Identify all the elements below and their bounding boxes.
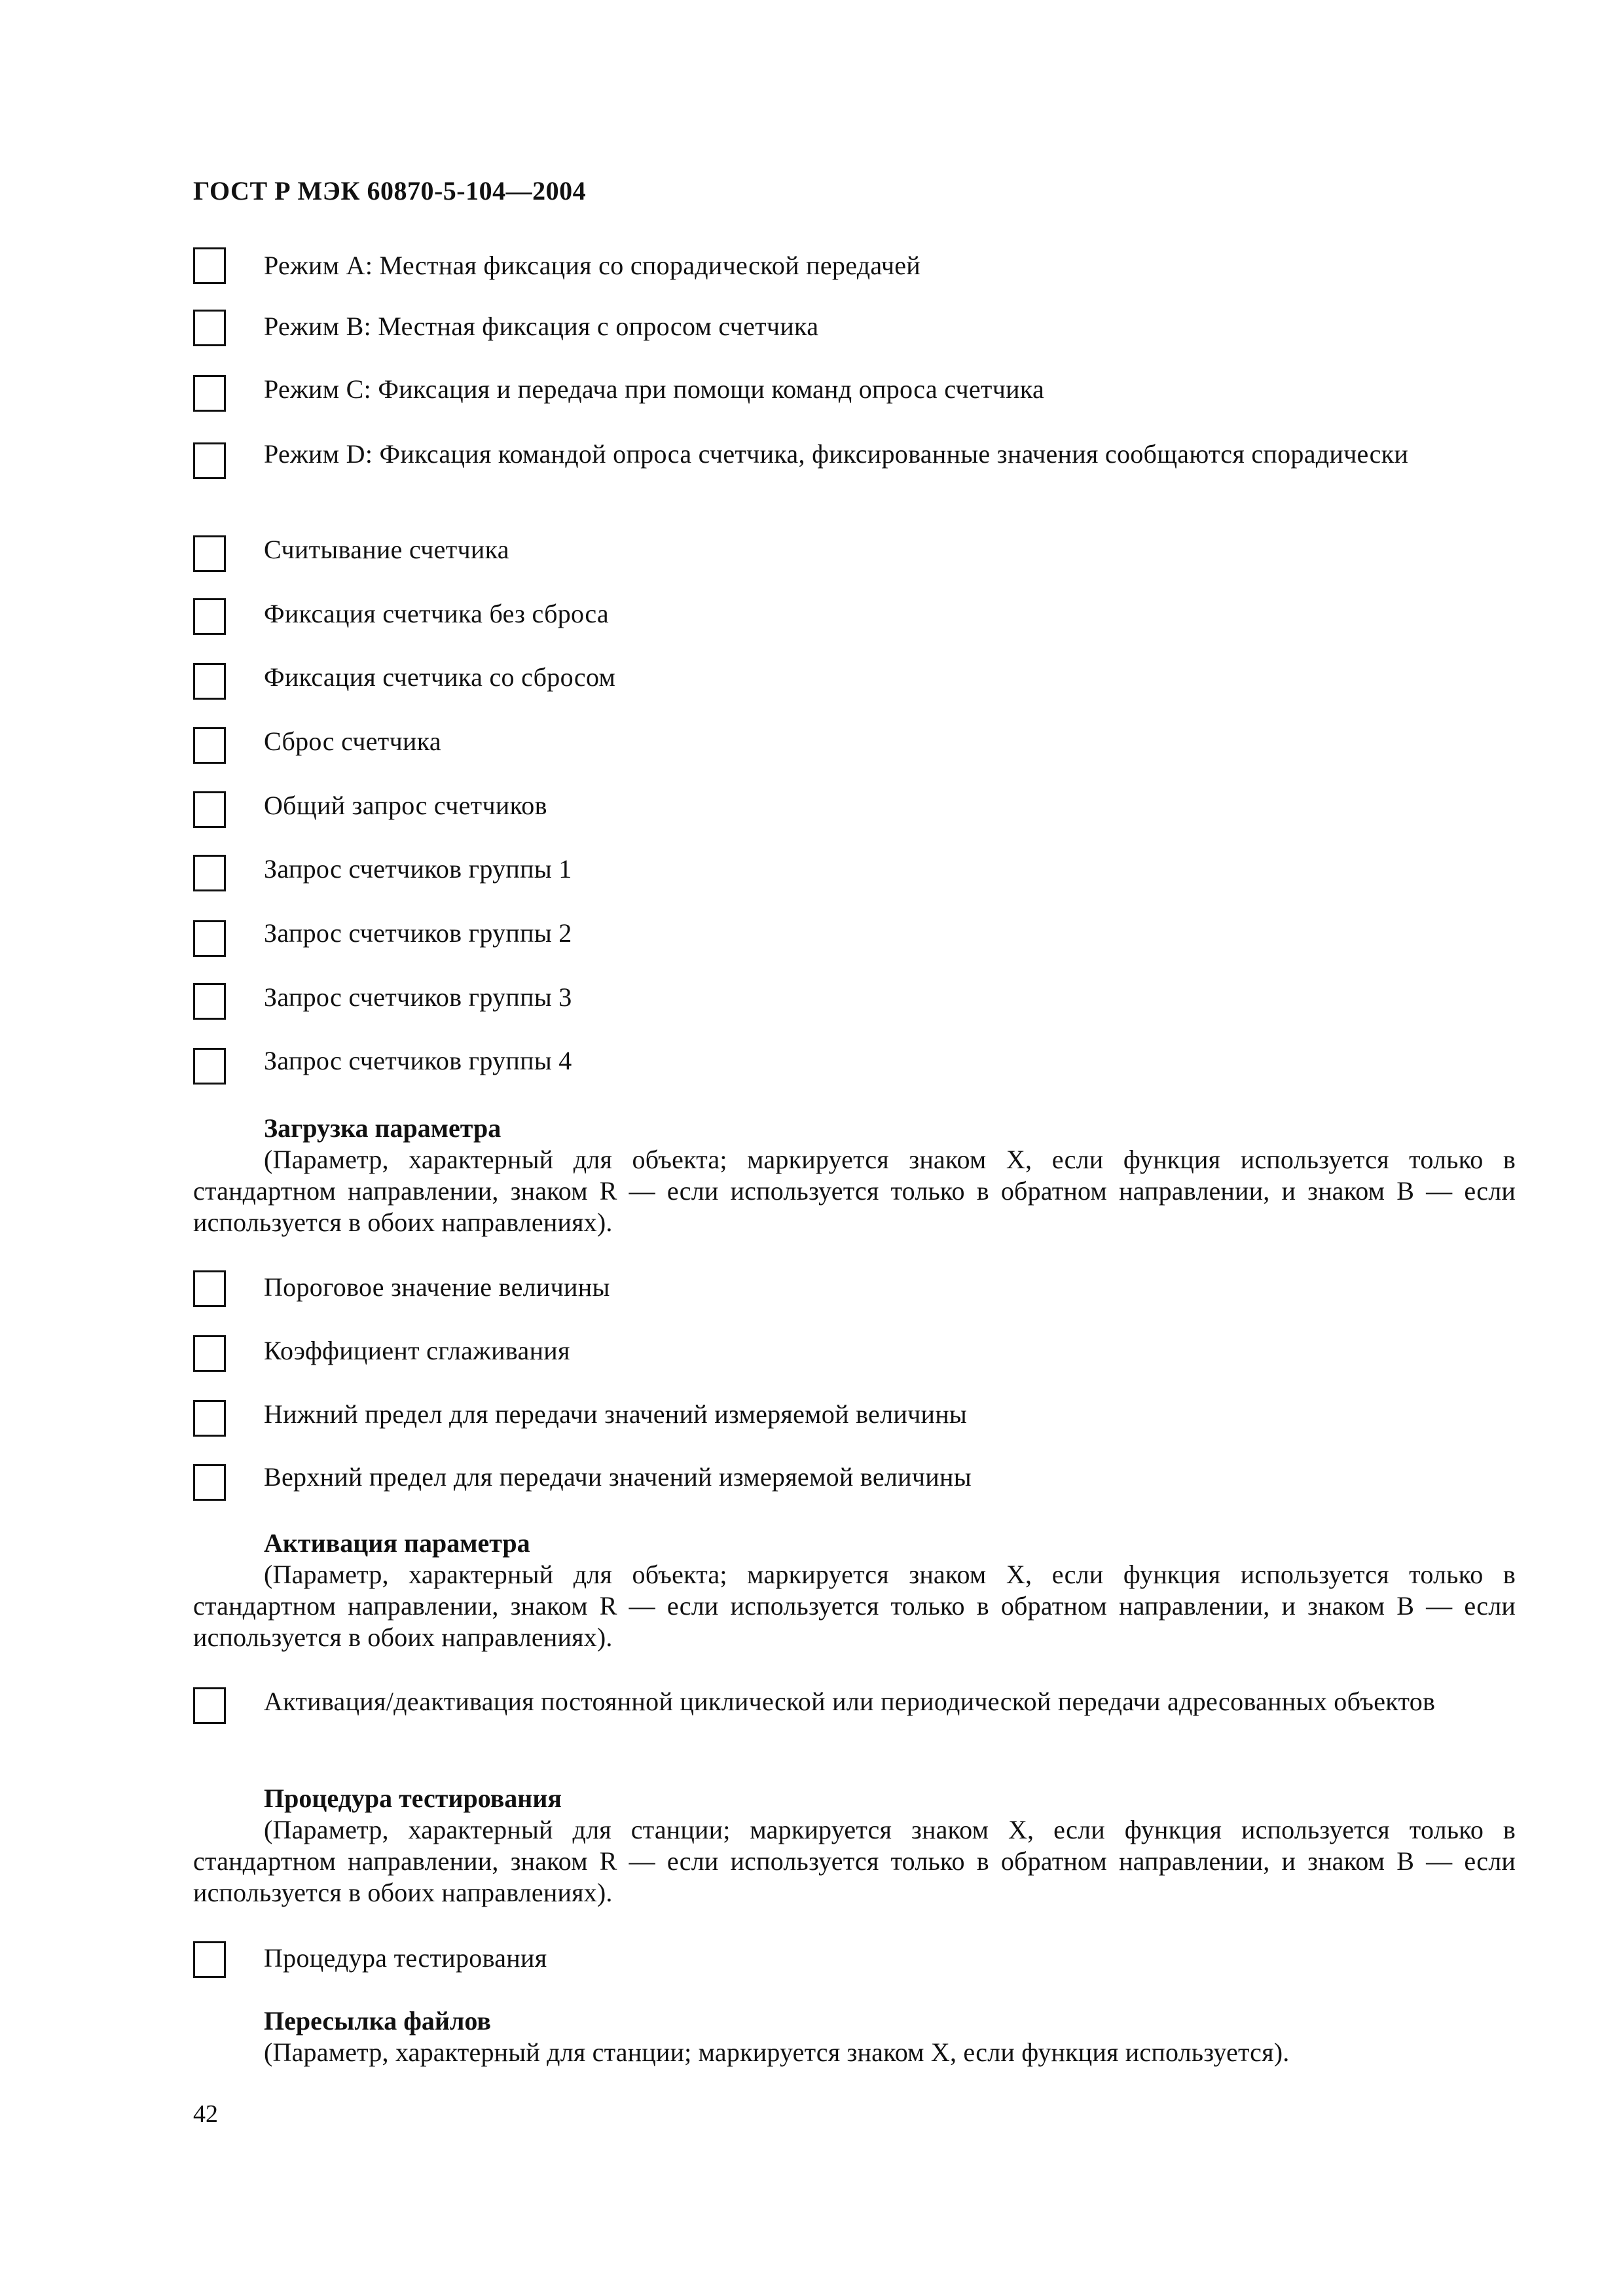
checkbox-label: Нижний предел для передачи значений измеряемой величины xyxy=(264,1399,968,1429)
checkbox[interactable] xyxy=(193,663,226,700)
section-test-procedure xyxy=(193,1783,1516,1909)
checkbox[interactable] xyxy=(193,310,226,346)
section-parameter-activation xyxy=(193,1528,1516,1653)
checkbox[interactable] xyxy=(193,598,226,635)
checkbox-label: Коэффициент сглаживания xyxy=(264,1336,570,1365)
checkbox[interactable] xyxy=(193,1048,226,1085)
section-text: (Параметр, характерный для объекта; маркируется знаком X, если функция используется только в стандартном направлении, знаком R — если используется только в обратном направлении, и знаком B — если используется в обоих направлениях). xyxy=(193,1560,1516,1652)
checkbox[interactable] xyxy=(193,855,226,891)
checkbox-label: Режим С: Фиксация и передача при помощи команд опроса счетчика xyxy=(264,374,1045,404)
checkbox-label: Запрос счетчиков группы 2 xyxy=(264,918,572,948)
section-title: Загрузка параметра xyxy=(264,1113,501,1143)
checkbox-label: Верхний предел для передачи значений измеряемой величины xyxy=(264,1462,972,1492)
checkbox-label: Считывание счетчика xyxy=(264,535,509,564)
section-text: (Параметр, характерный для станции; маркируется знаком X, если функция используется). xyxy=(264,2037,1290,2067)
checkbox[interactable] xyxy=(193,1335,226,1372)
section-parameter-load xyxy=(193,1113,1516,1238)
checkbox[interactable] xyxy=(193,920,226,957)
section-text: (Параметр, характерный для объекта; маркируется знаком X, если функция используется только в стандартном направлении, знаком R — если используется только в обратном направлении, и знаком B — если используется в обоих направлениях). xyxy=(193,1145,1516,1237)
checkbox[interactable] xyxy=(193,375,226,412)
checkbox[interactable] xyxy=(193,791,226,828)
checkbox-label: Запрос счетчиков группы 1 xyxy=(264,854,572,884)
checkbox-label: Общий запрос счетчиков xyxy=(264,791,547,820)
checkbox-label: Режим А: Местная фиксация со спорадической передачей xyxy=(264,251,921,280)
section-title: Активация параметра xyxy=(264,1528,530,1558)
checkbox[interactable] xyxy=(193,1687,226,1724)
checkbox-label: Фиксация счетчика без сброса xyxy=(264,599,609,628)
checkbox[interactable] xyxy=(193,983,226,1020)
checkbox-label: Фиксация счетчика со сбросом xyxy=(264,662,616,692)
checkbox-label: Режим В: Местная фиксация с опросом счетчика xyxy=(264,312,819,341)
checkbox[interactable] xyxy=(193,727,226,764)
checkbox[interactable] xyxy=(193,535,226,572)
checkbox-label: Активация/деактивация постоянной циклической или периодической передачи адресованных объектов xyxy=(264,1687,1436,1716)
checkbox[interactable] xyxy=(193,1400,226,1437)
checkbox-label: Режим D: Фиксация командой опроса счетчика, фиксированные значения сообщаются спорадически xyxy=(264,439,1409,469)
page-number: 42 xyxy=(193,2100,218,2128)
checkbox-label: Пороговое значение величины xyxy=(264,1272,610,1302)
checkbox[interactable] xyxy=(193,1270,226,1307)
section-title: Процедура тестирования xyxy=(264,1784,562,1813)
checkbox[interactable] xyxy=(193,442,226,479)
checkbox[interactable] xyxy=(193,1464,226,1501)
checkbox-label: Сброс счетчика xyxy=(264,726,441,756)
checkbox-label: Запрос счетчиков группы 3 xyxy=(264,982,572,1012)
section-text: (Параметр, характерный для станции; маркируется знаком X, если функция используется только в стандартном направлении, знаком R — если используется только в обратном направлении, и знаком B — если используется в обоих направлениях). xyxy=(193,1815,1516,1907)
checkbox[interactable] xyxy=(193,247,226,284)
checkbox[interactable] xyxy=(193,1941,226,1978)
section-title: Пересылка файлов xyxy=(264,2006,491,2036)
document-code: ГОСТ Р МЭК 60870-5-104—2004 xyxy=(193,176,587,206)
section-file-transfer xyxy=(193,2005,1516,2068)
checkbox-label: Процедура тестирования xyxy=(264,1943,547,1973)
checkbox-label: Запрос счетчиков группы 4 xyxy=(264,1046,572,1075)
